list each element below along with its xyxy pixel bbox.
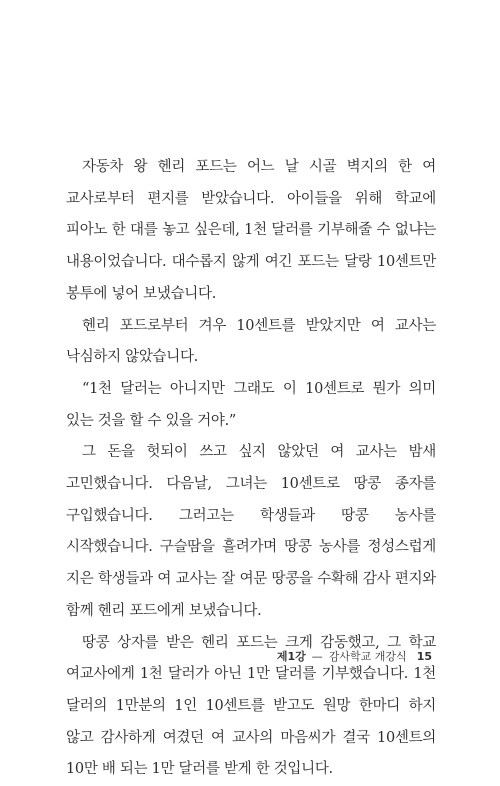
chapter-label: 제1강 <box>276 650 306 663</box>
paragraph: 자동차 왕 헨리 포드는 어느 날 시골 벽지의 한 여 교사로부터 편지를 받았습니다. 아이들을 위해 학교에 피아노 한 대를 놓고 싶은데, 1천 달러를 기부해줄 수 없냐는 내용이었습니다. 대수롭지 않게 여긴 포드는 달랑 10센트만 봉투에 넣어 보냈습니다. <box>66 159 436 302</box>
paragraph: 그 돈을 헛되이 쓰고 싶지 않았던 여 교사는 밤새 고민했습니다. 다음날, 그녀는 10센트로 땅콩 종자를 구입했습니다. 그러고는 학생들과 땅콩 농사를 시작했습니다. 구슬땀을 흘려가며 땅콩 농사를 정성스럽게 지은 학생들과 여 교사는 잘 여문 땅콩을 수확해 감사 편지와 함께 헨리 포드에게 보냈습니다. <box>66 444 436 619</box>
section-title: 감사학교 개강식 <box>328 650 407 663</box>
paragraph: 땅콩 상자를 받은 헨리 포드는 크게 감동했고, 그 학교 여교사에게 1천 달러가 아닌 1만 달러를 기부했습니다. 1천 달러의 1만분의 1인 10센트를 받고도 원망 한마디 하지 않고 감사하게 여겼던 여 교사의 마음씨가 결국 10센트의 10만 배 되는 1만 달러를 받게 한 것입니다. <box>66 634 436 778</box>
page-number: 15 <box>416 649 432 663</box>
paragraph: “1천 달러는 아니지만 그래도 이 10센트로 뭔가 의미 있는 것을 할 수 있을 거야.” <box>66 380 436 429</box>
paragraph: 헨리 포드로부터 겨우 10센트를 받았지만 여 교사는 낙심하지 않았습니다. <box>66 317 436 366</box>
footer-separator: — <box>311 649 323 663</box>
page-footer <box>277 648 432 664</box>
page-body <box>66 152 436 786</box>
